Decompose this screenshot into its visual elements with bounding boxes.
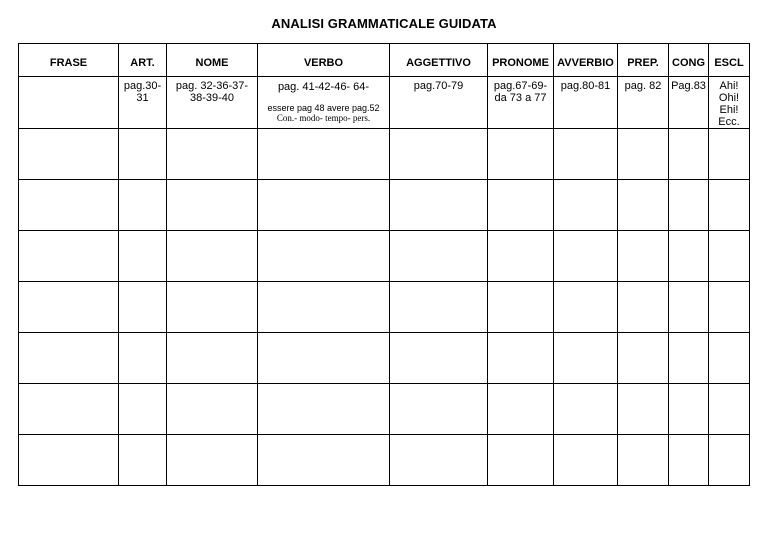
cell-avverbio[interactable] <box>554 129 618 180</box>
ref-verbo-pages: pag. 41-42-46- 64- <box>277 81 370 93</box>
cell-escl[interactable] <box>709 435 750 486</box>
cell-avverbio[interactable] <box>554 180 618 231</box>
cell-prep[interactable] <box>618 384 669 435</box>
cell-frase[interactable] <box>19 282 119 333</box>
cell-verbo[interactable] <box>258 129 390 180</box>
cell-pronome[interactable] <box>488 231 554 282</box>
cell-nome[interactable] <box>167 384 258 435</box>
cell-verbo[interactable] <box>258 231 390 282</box>
cell-pronome[interactable] <box>488 333 554 384</box>
cell-nome[interactable] <box>167 231 258 282</box>
cell-nome[interactable] <box>167 435 258 486</box>
ref-escl <box>709 77 750 129</box>
page-title: ANALISI GRAMMATICALE GUIDATA <box>271 16 497 31</box>
cell-prep[interactable] <box>618 231 669 282</box>
cell-verbo[interactable] <box>258 435 390 486</box>
header-pronome: PRONOME <box>488 44 554 77</box>
cell-aggettivo[interactable] <box>390 333 488 384</box>
cell-art[interactable] <box>119 129 167 180</box>
cell-avverbio[interactable] <box>554 282 618 333</box>
cell-frase[interactable] <box>19 435 119 486</box>
table-row <box>19 333 750 384</box>
cell-aggettivo[interactable] <box>390 384 488 435</box>
header-art: ART. <box>119 44 167 77</box>
cell-verbo[interactable] <box>258 180 390 231</box>
ref-art: pag.30-31 <box>119 77 167 129</box>
cell-prep[interactable] <box>618 435 669 486</box>
escl-ecc: Ecc. <box>718 116 740 128</box>
ref-nome: pag. 32-36-37-38-39-40 <box>167 77 258 129</box>
cell-art[interactable] <box>119 384 167 435</box>
ref-aggettivo: pag.70-79 <box>390 77 488 129</box>
cell-pronome[interactable] <box>488 282 554 333</box>
cell-prep[interactable] <box>618 180 669 231</box>
cell-art[interactable] <box>119 333 167 384</box>
header-aggettivo: AGGETTIVO <box>390 44 488 77</box>
escl-ahi: Ahi! <box>719 80 739 92</box>
cell-cong[interactable] <box>669 231 709 282</box>
cell-verbo[interactable] <box>258 384 390 435</box>
table-row <box>19 180 750 231</box>
cell-escl[interactable] <box>709 231 750 282</box>
header-escl: ESCL <box>709 44 750 77</box>
cell-art[interactable] <box>119 180 167 231</box>
header-verbo: VERBO <box>258 44 390 77</box>
cell-pronome[interactable] <box>488 129 554 180</box>
ref-pronome: pag.67-69-da 73 a 77 <box>488 77 554 129</box>
ref-frase[interactable] <box>19 77 119 129</box>
grammar-analysis-table <box>18 43 750 486</box>
ref-avverbio: pag.80-81 <box>554 77 618 129</box>
cell-escl[interactable] <box>709 282 750 333</box>
cell-aggettivo[interactable] <box>390 180 488 231</box>
cell-avverbio[interactable] <box>554 231 618 282</box>
cell-frase[interactable] <box>19 333 119 384</box>
cell-avverbio[interactable] <box>554 435 618 486</box>
reference-row <box>19 77 750 129</box>
table-row <box>19 231 750 282</box>
cell-escl[interactable] <box>709 333 750 384</box>
cell-escl[interactable] <box>709 129 750 180</box>
cell-escl[interactable] <box>709 384 750 435</box>
cell-frase[interactable] <box>19 231 119 282</box>
cell-verbo[interactable] <box>258 282 390 333</box>
ref-verbo-coniugazione: Con.- modo- tempo- pers. <box>276 113 371 123</box>
cell-cong[interactable] <box>669 435 709 486</box>
header-row <box>19 44 750 77</box>
cell-nome[interactable] <box>167 333 258 384</box>
header-avverbio: AVVERBIO <box>554 44 618 77</box>
ref-prep: pag. 82 <box>618 77 669 129</box>
cell-art[interactable] <box>119 282 167 333</box>
cell-escl[interactable] <box>709 180 750 231</box>
cell-cong[interactable] <box>669 129 709 180</box>
header-nome: NOME <box>167 44 258 77</box>
blank-rows <box>19 129 750 486</box>
cell-frase[interactable] <box>19 384 119 435</box>
cell-aggettivo[interactable] <box>390 435 488 486</box>
ref-verbo <box>258 77 390 129</box>
cell-pronome[interactable] <box>488 435 554 486</box>
header-frase: FRASE <box>19 44 119 77</box>
cell-cong[interactable] <box>669 180 709 231</box>
table-row <box>19 384 750 435</box>
cell-cong[interactable] <box>669 282 709 333</box>
cell-nome[interactable] <box>167 129 258 180</box>
escl-ehi: Ehi! <box>719 104 739 116</box>
cell-pronome[interactable] <box>488 384 554 435</box>
header-cong: CONG <box>669 44 709 77</box>
ref-cong: Pag.83 <box>669 77 709 129</box>
table-row <box>19 129 750 180</box>
cell-avverbio[interactable] <box>554 333 618 384</box>
cell-art[interactable] <box>119 231 167 282</box>
cell-frase[interactable] <box>19 180 119 231</box>
cell-aggettivo[interactable] <box>390 231 488 282</box>
header-prep: PREP. <box>618 44 669 77</box>
table-row <box>19 282 750 333</box>
cell-prep[interactable] <box>618 333 669 384</box>
cell-cong[interactable] <box>669 384 709 435</box>
cell-cong[interactable] <box>669 333 709 384</box>
cell-frase[interactable] <box>19 129 119 180</box>
cell-nome[interactable] <box>167 180 258 231</box>
cell-prep[interactable] <box>618 282 669 333</box>
cell-prep[interactable] <box>618 129 669 180</box>
cell-nome[interactable] <box>167 282 258 333</box>
cell-verbo[interactable] <box>258 333 390 384</box>
escl-ohi: Ohi! <box>718 92 740 104</box>
cell-art[interactable] <box>119 435 167 486</box>
table-row <box>19 435 750 486</box>
cell-avverbio[interactable] <box>554 384 618 435</box>
cell-pronome[interactable] <box>488 180 554 231</box>
ref-verbo-essere-avere: essere pag 48 avere pag.52 <box>267 103 380 113</box>
cell-aggettivo[interactable] <box>390 282 488 333</box>
cell-aggettivo[interactable] <box>390 129 488 180</box>
